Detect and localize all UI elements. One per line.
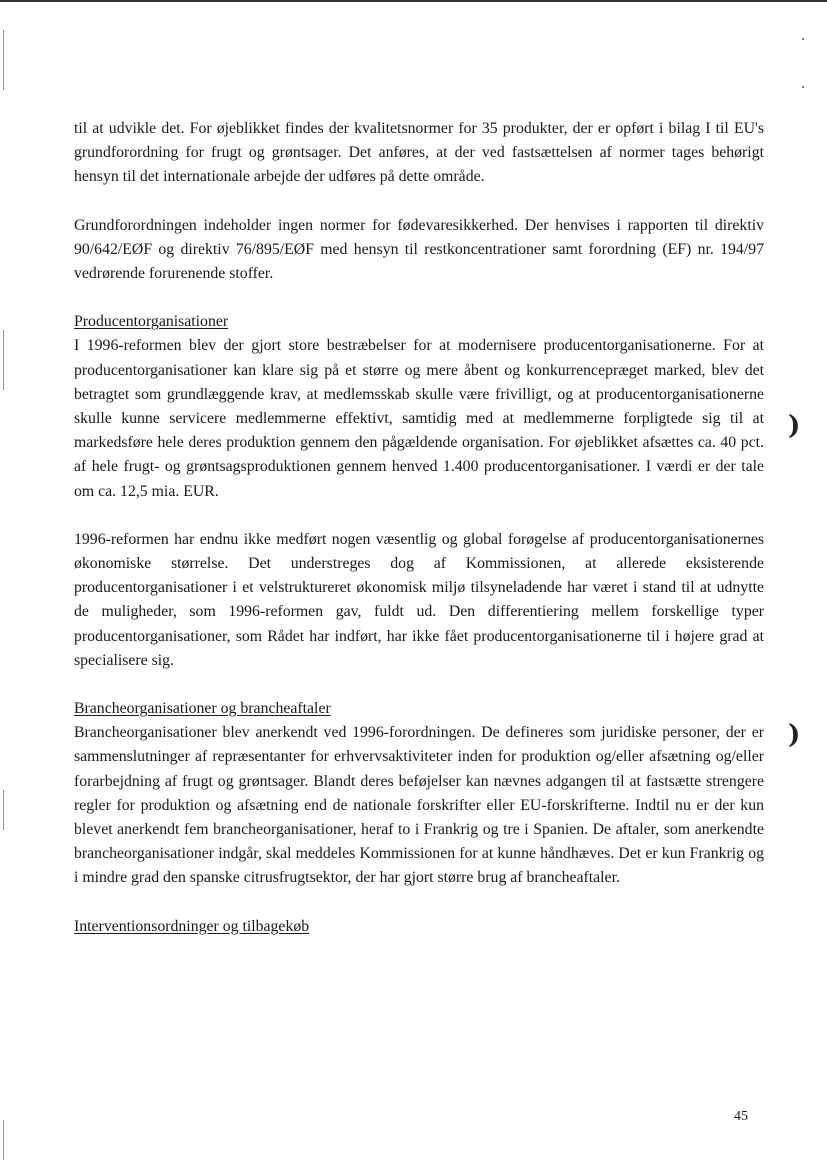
punch-hole-mark: ) — [788, 411, 801, 441]
scan-left-edge-mark — [3, 30, 4, 90]
paragraph: Grundforordningen indeholder ingen normer for fødevaresikkerhed. Der henvises i rapporten til direktiv 90/642/EØF og direktiv 76/895/EØF med hensyn til restkoncentrationer samt forordning (EF) nr. 194/97 vedrørende forurenende stoffer. — [74, 216, 764, 283]
document-body — [74, 117, 764, 963]
section-heading: Interventionsordninger og tilbagekøb — [74, 917, 310, 935]
scan-top-edge — [0, 0, 827, 2]
paragraph: I 1996-reformen blev der gjort store bestræbelser for at modernisere producentorganisationerne. For at producentorganisationer kan klare sig på et større og mere åbent og konkurrencepræget marked, blev det betragtet som grundlæggende krav, at medlemsskab skulle være frivilligt, og at producentorganisationerne skulle kunne servicere medlemmerne effektivt, samtidig med at medlemmerne forpligtede sig til at markedsføre hele deres produktion gennem den pågældende organisation. For øjeblikket afsættes ca. 40 pct. af hele frugt- og grøntsagsproduktionen gennem henved 1.400 producentorganisationer. I værdi er der tale om ca. 12,5 mia. EUR. — [74, 337, 764, 500]
section-heading: Brancheorganisationer og brancheaftaler — [74, 700, 331, 718]
scan-speck — [802, 86, 804, 88]
section-producentorganisationer — [74, 310, 764, 504]
paragraph: 1996-reformen har endnu ikke medført nogen væsentlig og global forøgelse af producentorganisationernes økonomiske størrelse. Det understreges dog af Kommissionen, at allerede eksisterende producentorganisationer i et velstruktureret økonomisk miljø tilsyneladende har været i stand til at udnytte de muligheder, som 1996-reformen gav, fuldt ud. Den differentiering mellem forskellige typer producentorganisationer, som Rådet har indført, har ikke fået producentorganisationerne til i højere grad at specialisere sig. — [74, 530, 764, 669]
scan-left-edge-mark — [3, 330, 4, 390]
section-interventionsordninger — [74, 915, 764, 939]
scan-left-edge-mark — [3, 790, 4, 830]
page-number: 45 — [734, 1109, 748, 1124]
section-heading: Producentorganisationer — [74, 313, 229, 331]
section-brancheorganisationer — [74, 697, 764, 891]
paragraph: Brancheorganisationer blev anerkendt ved 1996-forordningen. De defineres som juridiske personer, der er sammenslutninger af repræsentanter for erhvervsaktiviteter inden for produktion og/eller afsætning og/eller forarbejdning af frugt og grøntsager. Blandt deres beføjelser kan nævnes adgangen til at fastsætte strengere regler for produktion og afsætning end de nationale forskrifter eller EU-forskrifterne. Indtil nu er der kun blevet anerkendt fem brancheorganisationer, heraf to i Frankrig og tre i Spanien. De aftaler, som anerkendte brancheorganisationer indgår, skal meddeles Kommissionen for at kunne håndhæves. Det er kun Frankrig og i mindre grad den spanske citrusfrugtsektor, der har gjort større brug af brancheaftaler. — [74, 724, 764, 887]
paragraph: til at udvikle det. For øjeblikket findes der kvalitetsnormer for 35 produkter, der er opført i bilag I til EU's grundforordning for frugt og grøntsager. Det anføres, at der ved fastsættelsen af normer tages behørigt hensyn til det internationale arbejde der udføres på dette område. — [74, 120, 764, 186]
punch-hole-mark: ) — [788, 720, 801, 750]
scan-left-edge-mark — [3, 1120, 4, 1160]
scan-speck — [802, 38, 804, 40]
